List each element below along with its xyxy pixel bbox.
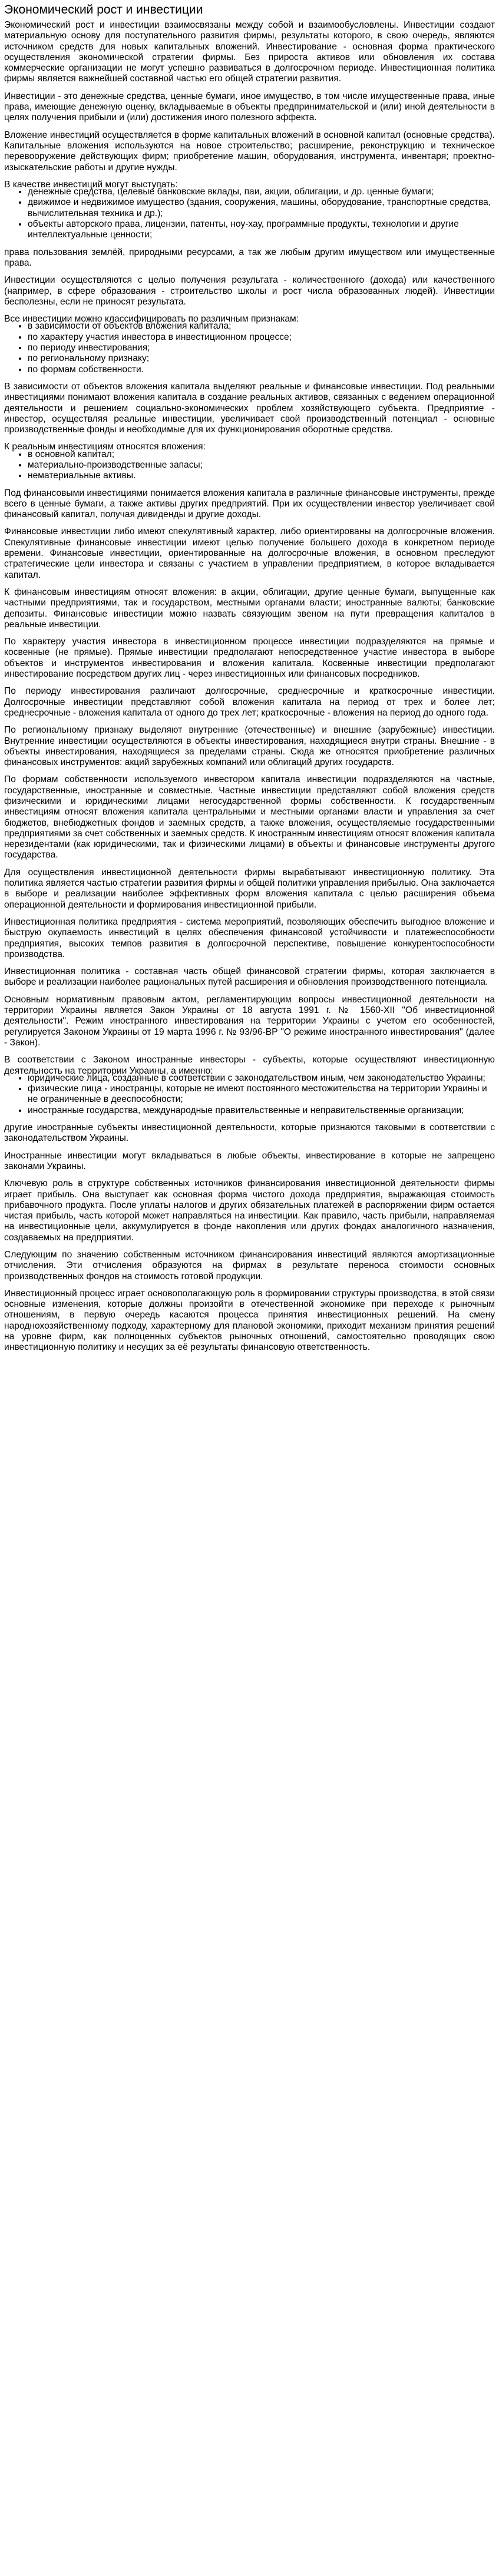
paragraph: Финансовые инвестиции либо имеют спекулятивный характер, либо ориентированы на долгосрочные вложения. Спекулятивные финансовые инвестиции имеют целью получение большего дохода в конкретном периоде времени. Финансовые инвестиции, ориентированные на долгосрочные вложения, в основном преследуют стратегические цели инвестора и связаны с участием в управлении предприятием, в которое вкладывается капитал. xyxy=(4,527,495,580)
paragraph: Инвестиции осуществляются с целью получения результата - количественного (дохода) или качественного (например, в сфере образования - строительство школы и рост числа образованных людей). Инвестиции бесполезны, если не приносят результата. xyxy=(4,275,495,307)
list-item: • по региональному признаку; xyxy=(28,353,495,364)
bullet-list xyxy=(4,187,495,240)
paragraph: К реальным инвестициям относятся вложения: xyxy=(4,442,206,452)
paragraph: Экономический рост и инвестиции взаимосвязаны между собой и взаимообусловлены. Инвестиции создают материальную основу для поступательного развития фирмы, результаты которого, в свою очередь, являются источником средств для новых капитальных вложений. Инвестирование - основная форма практического осуществления экономической стратегии фирмы. Без прироста активов или обновления их состава коммерческие организации не могут успешно развиваться в долгосрочном периоде. Инвестиционная политика фирмы является важнейшей составной частью его общей стратегии развития. xyxy=(4,20,495,84)
paragraph: Инвестиционная политика - составная часть общей финансовой стратегии фирмы, которая заключается в выборе и реализации наиболее рациональных путей расширения и обновления производственного потенциала. xyxy=(4,966,495,988)
paragraph: К финансовым инвестициям относят вложения: в акции, облигации, другие ценные бумаги, выпущенные как частными предприятиями, так и государством, местными органами власти; иностранные валюты; банковские депозиты. Финансовые инвестиции можно назвать связующим звеном на пути превращения капиталов в реальные инвестиции. xyxy=(4,587,495,630)
list-item: • в основной капитал; xyxy=(28,449,495,460)
paragraph: Иностранные инвестиции могут вкладываться в любые объекты, инвестирование в которые не запрещено законами Украины. xyxy=(4,1150,495,1171)
list-item: • в зависимости от объектов вложения капитала; xyxy=(28,321,495,332)
paragraph: Все инвестиции можно классифицировать по различным признакам: xyxy=(4,314,299,325)
list-item: • по формам собственности. xyxy=(28,365,495,375)
bullet-list xyxy=(4,1073,495,1116)
page-title: Экономический рост и инвестиции xyxy=(4,3,203,16)
paragraph: Для осуществления инвестиционной деятельности фирмы вырабатывают инвестиционную политику. Эта политика является частью стратегии развития фирмы и общей политики управления прибылью. Она заключается в выборе и реализации наиболее эффективных форм вложения капитала с целью расширения объема операционной деятельности и формирования инвестиционной прибыли. xyxy=(4,867,495,910)
list-item: • нематериальные активы. xyxy=(28,471,495,481)
paragraph: Инвестиционный процесс играет основополагающую роль в формировании структуры производства, в этой связи основные изменения, которые должны произойти в отечественной экономике при переходе к рыночным отношениям, в первую очередь касаются процесса принятия инвестиционных решений. На смену народнохозяйственному подходу, характерному для плановой экономики, приходит механизм принятия решений на уровне фирм, как полноценных субъектов рыночных отношений, самостоятельно проводящих свою инвестиционную политику и несущих за её результаты финансовую ответственность. xyxy=(4,1288,495,1353)
paragraph: другие иностранные субъекты инвестиционной деятельности, которые признаются таковыми в соответствии с законодательством Украины. xyxy=(4,1123,495,1144)
paragraph: По характеру участия инвестора в инвестиционном процессе инвестиции подразделяются на прямые и косвенные (не прямые). Прямые инвестиции предполагают непосредственное участие инвестора в выборе объектов и инструментов инвестирования и вложения капитала. Косвенные инвестиции предполагают инвестирование посредством других лиц - через инвестиционных или финансовых посредников. xyxy=(4,637,495,680)
paragraph: В соответствии с Законом иностранные инвесторы - субъекты, которые осуществляют инвестиционную деятельность на территории Украины, а именно: xyxy=(4,1055,495,1076)
article-body xyxy=(4,20,495,1353)
list-item: • по периоду инвестирования; xyxy=(28,343,495,353)
paragraph: По периоду инвестирования различают долгосрочные, среднесрочные и краткосрочные инвестиции. Долгосрочные инвестиции представляют собой вложения капитала на период от трех и более лет; среднесрочные - вложения капитала от одного до трех лет; краткосрочные - вложения на период до одного года. xyxy=(4,686,495,718)
paragraph: По региональному признаку выделяют внутренние (отечественные) и внешние (зарубежные) инвестиции. Внутренние инвестиции осуществляются в объекты инвестирования, находящиеся внутри страны. Внешние - в объекты инвестирования, находящиеся за пределами страны. Сюда же относятся приобретение различных финансовых инструментов: акций зарубежных компаний или облигаций других государств. xyxy=(4,725,495,768)
paragraph: Следующим по значению собственным источником финансирования инвестиций являются амортизационные отчисления. Эти отчисления образуются на фирмах в результате переноса стоимости основных производственных фондов на стоимость готовой продукции. xyxy=(4,1249,495,1282)
paragraph: права пользования землёй, природными ресурсами, а так же любым другим имуществом или имущественные права. xyxy=(4,247,495,268)
list-item: • физические лица - иностранцы, которые не имеют постоянного местожительства на территории Украины и не ограниченные в дееспособности; xyxy=(28,1084,495,1105)
list-item: • юридические лица, созданные в соответствии с законодательством иным, чем законодательство Украины; xyxy=(28,1073,495,1084)
article xyxy=(0,2,499,1353)
paragraph: Вложение инвестиций осуществляется в форме капитальных вложений в основной капитал (основные средства). Капитальные вложения используются на новое строительство; расширение, реконструкцию и техническое перевооружение действующих фирм; приобретение машин, оборудования, инструмента, инвентаря; проектно-изыскательские работы и другие нужды. xyxy=(4,130,495,173)
list-item: • материально-производственные запасы; xyxy=(28,460,495,471)
list-item: • по характеру участия инвестора в инвестиционном процессе; xyxy=(28,332,495,343)
list-item: • движимое и недвижимое имущество (здания, сооружения, машины, оборудование, транспортные средства, вычислительная техника и др.); xyxy=(28,197,495,219)
paragraph: В качестве инвестиций могут выступать: xyxy=(4,179,178,190)
paragraph: В зависимости от объектов вложения капитала выделяют реальные и финансовые инвестиции. Под реальными инвестициями понимают вложения капитала в создание реальных активов, связанных с ведением операционной деятельности и решением социально-экономических проблем хозяйствующего субъекта. Предприятие - инвестор, осуществляя реальные инвестиции, увеличивает свой производственный потенциал - основные производственные фонды и необходимые для их функционирования оборотные средства. xyxy=(4,381,495,435)
paragraph: Инвестиционная политика предприятия - система мероприятий, позволяющих обеспечить выгодное вложение и быструю окупаемость инвестиций в целях обеспечения финансовой устойчивости и платежеспособности предприятия, высоких темпов развития в долгосрочной перспективе, повышение конкурентоспособности производства. xyxy=(4,916,495,959)
bullet-list xyxy=(4,449,495,482)
list-item: • иностранные государства, международные правительственные и неправительственные организации; xyxy=(28,1105,495,1116)
paragraph: Инвестиции - это денежные средства, ценные бумаги, иное имущество, в том числе имущественные права, иные права, имеющие денежную оценку, вкладываемые в объекты предпринимательской и (или) иной деятельности в целях получения прибыли и (или) достижения иного полезного эффекта. xyxy=(4,91,495,123)
paragraph: По формам собственности используемого инвестором капитала инвестиции подразделяются на частные, государственные, иностранные и совместные. Частные инвестиции представляют собой вложения средств физическими и юридическими лицами негосударственной формы собственности. К государственным инвестициям относят вложения капитала центральными и местными органами власти и управления за счет бюджетов, внебюджетных фондов и заемных средств, а также вложения, осуществляемые государственными предприятиями за счет собственных и заемных средств. К иностранным инвестициям относят вложения капитала нерезидентами (как юридическими, так и физическими лицами) в объекты и финансовые инструменты другого государства. xyxy=(4,774,495,860)
list-item: • денежные средства, целевые банковские вклады, паи, акции, облигации, и др. ценные бумаги; xyxy=(28,187,495,197)
list-item: • объекты авторского права, лицензии, патенты, ноу-хау, программные продукты, технологии и другие интеллектуальные ценности; xyxy=(28,219,495,241)
bullet-list xyxy=(4,321,495,375)
paragraph: Ключевую роль в структуре собственных источников финансирования инвестиционной деятельности фирмы играет прибыль. Она выступает как основная форма чистого дохода предприятия, выражающая стоимость прибавочного продукта. После уплаты налогов и других обязательных платежей в распоряжении фирм остается чистая прибыль, часть которой может направляться на инвестиции. Как правило, часть прибыли, направляемая на инвестиционные цели, аккумулируется в фонде накопления или других фондах аналогичного назначения, создаваемых на предприятии. xyxy=(4,1178,495,1243)
paragraph: Основным нормативным правовым актом, регламентирующим вопросы инвестиционной деятельности на территории Украины является Закон Украины от 18 августа 1991 г. № 1560-XII "Об инвестиционной деятельности". Режим иностранного инвестирования на территории Украины с учетом его особенностей, регулируется Законом Украины от 19 марта 1996 г. № 93/96-ВР "О режиме иностранного инвестирования" (далее - Закон). xyxy=(4,994,495,1048)
paragraph: Под финансовыми инвестициями понимается вложения капитала в различные финансовые инструменты, прежде всего в ценные бумаги, а также активы других предприятий. При их осуществлении инвестор увеличивает свой финансовый капитал, получая дивиденды и другие доходы. xyxy=(4,488,495,520)
